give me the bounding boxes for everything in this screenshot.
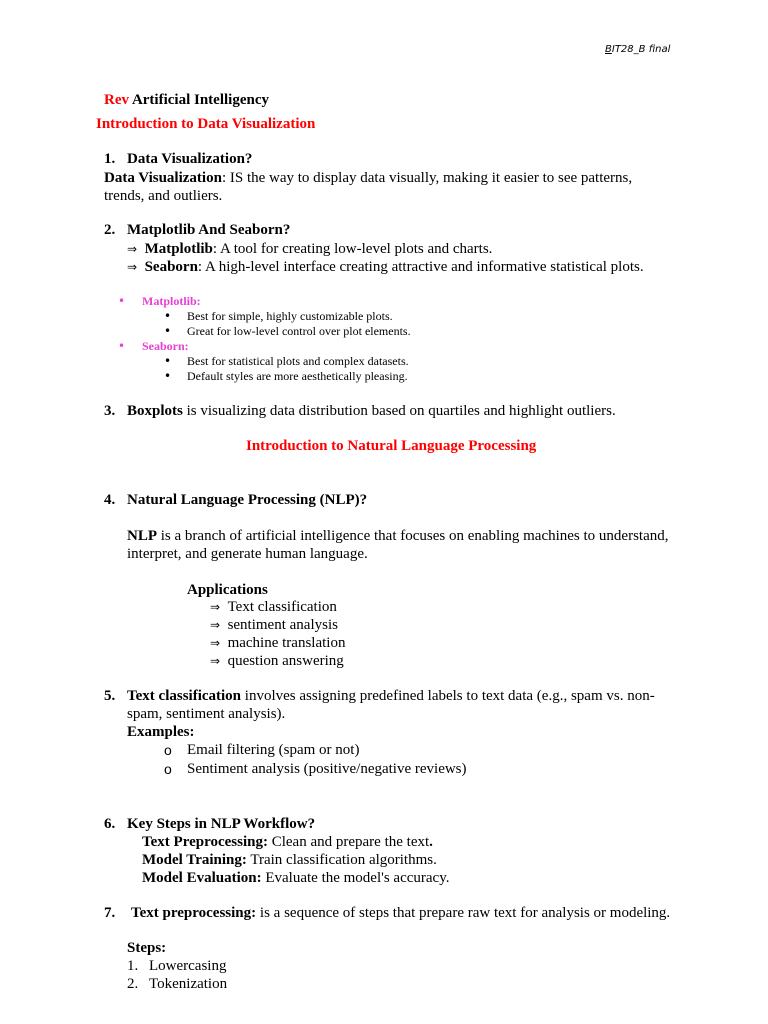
term: Model Evaluation: bbox=[142, 870, 262, 886]
bullet-icon: • bbox=[118, 339, 126, 353]
document-code-first-letter: B bbox=[605, 44, 612, 55]
question-4-heading: Natural Language Processing (NLP)? bbox=[127, 492, 368, 508]
bullet-icon: • bbox=[164, 354, 172, 368]
application-item: ⇒ question answering bbox=[210, 653, 344, 669]
question-7-number: 7. bbox=[104, 905, 116, 921]
question-1-heading: Data Visualization? bbox=[127, 151, 253, 167]
library-point: Default styles are more aesthetically pleasing. bbox=[187, 369, 408, 383]
section-heading-data-visualization: Introduction to Data Visualization bbox=[96, 116, 316, 132]
workflow-step bbox=[142, 871, 449, 886]
question-7-text bbox=[131, 906, 670, 921]
question-5-text-line-1 bbox=[127, 689, 655, 704]
term: Model Training: bbox=[142, 852, 247, 868]
term: Data Visualization bbox=[104, 170, 222, 186]
term: Seaborn bbox=[144, 259, 198, 275]
application-item: ⇒ sentiment analysis bbox=[210, 617, 338, 633]
text: is a sequence of steps that prepare raw text for analysis or modeling. bbox=[256, 905, 671, 921]
term: NLP bbox=[127, 528, 157, 544]
example-item: Email filtering (spam or not) bbox=[187, 742, 360, 758]
question-5-number: 5. bbox=[104, 688, 116, 704]
question-2-heading: Matplotlib And Seaborn? bbox=[127, 222, 291, 238]
question-3-number: 3. bbox=[104, 403, 116, 419]
text: involves assigning predefined labels to text data (e.g., spam vs. non- bbox=[241, 688, 655, 704]
arrow-icon: ⇒ bbox=[210, 636, 221, 650]
question-4-definition-line-2: interpret, and generate human language. bbox=[127, 546, 368, 562]
term: Text classification bbox=[127, 688, 242, 704]
bullet-icon: • bbox=[118, 294, 126, 308]
term: Text preprocessing: bbox=[131, 905, 257, 921]
title-prefix: Rev bbox=[104, 92, 129, 108]
arrow-icon: ⇒ bbox=[127, 242, 138, 256]
title-text: Artificial Intelligency bbox=[131, 92, 269, 108]
question-3-text bbox=[127, 404, 616, 419]
bullet-icon: • bbox=[164, 324, 172, 338]
question-6-number: 6. bbox=[104, 816, 116, 832]
bullet-icon: • bbox=[164, 309, 172, 323]
text: is a branch of artificial intelligence that focuses on enabling machines to understand, bbox=[157, 528, 669, 544]
steps-label: Steps: bbox=[127, 940, 167, 956]
library-label-matplotlib: Matplotlib: bbox=[142, 294, 201, 308]
question-5-text-line-2: spam, sentiment analysis). bbox=[127, 706, 286, 722]
step-item: Tokenization bbox=[149, 976, 228, 992]
question-2-item-matplotlib bbox=[127, 242, 492, 257]
application-item: ⇒ Text classification bbox=[210, 599, 337, 615]
library-label-seaborn: Seaborn: bbox=[142, 339, 189, 353]
arrow-icon: ⇒ bbox=[210, 618, 221, 632]
library-point: Great for low-level control over plot elements. bbox=[187, 324, 411, 338]
text: is visualizing data distribution based on quartiles and highlight outliers. bbox=[182, 403, 616, 419]
examples-label: Examples: bbox=[127, 724, 195, 740]
arrow-icon: ⇒ bbox=[210, 654, 221, 668]
term: Boxplots bbox=[127, 403, 183, 419]
question-6-heading: Key Steps in NLP Workflow? bbox=[127, 816, 316, 832]
applications-label: Applications bbox=[187, 582, 268, 598]
step-number: 2. bbox=[127, 976, 139, 992]
bullet-icon: • bbox=[164, 369, 172, 383]
workflow-step bbox=[142, 853, 437, 868]
text: : A tool for creating low-level plots and charts. bbox=[212, 241, 493, 257]
library-point: Best for simple, highly customizable plots. bbox=[187, 309, 393, 323]
application-item: ⇒ machine translation bbox=[210, 635, 346, 651]
question-2-item-seaborn bbox=[127, 260, 644, 275]
question-4-number: 4. bbox=[104, 492, 116, 508]
text: : A high-level interface creating attractive and informative statistical plots. bbox=[197, 259, 644, 275]
document-title bbox=[104, 93, 269, 108]
text: Evaluate the model's accuracy. bbox=[261, 870, 450, 886]
question-4-definition-line-1 bbox=[127, 529, 669, 544]
document-code-rest: IT28_B final bbox=[611, 44, 671, 55]
question-1-number: 1. bbox=[104, 151, 116, 167]
circle-bullet-icon: o bbox=[164, 761, 172, 777]
workflow-step: Text Preprocessing: Clean and prepare the text. bbox=[142, 834, 433, 850]
section-heading-nlp: Introduction to Natural Language Processing bbox=[246, 438, 537, 454]
example-item: Sentiment analysis (positive/negative reviews) bbox=[187, 761, 467, 777]
term: Text Preprocessing: bbox=[142, 834, 268, 850]
step-item: Lowercasing bbox=[149, 958, 227, 974]
arrow-icon: ⇒ bbox=[127, 260, 138, 274]
document-code bbox=[605, 45, 670, 55]
library-point: Best for statistical plots and complex datasets. bbox=[187, 354, 409, 368]
step-number: 1. bbox=[127, 958, 139, 974]
arrow-icon: ⇒ bbox=[210, 600, 221, 614]
text: Train classification algorithms. bbox=[246, 852, 437, 868]
question-1-definition-line-1 bbox=[104, 171, 632, 186]
text: : IS the way to display data visually, making it easier to see patterns, bbox=[221, 170, 633, 186]
term: Matplotlib bbox=[144, 241, 213, 257]
circle-bullet-icon: o bbox=[164, 742, 172, 758]
question-1-definition-line-2: trends, and outliers. bbox=[104, 188, 223, 204]
question-2-number: 2. bbox=[104, 222, 116, 238]
text: Clean and prepare the text bbox=[267, 834, 430, 850]
